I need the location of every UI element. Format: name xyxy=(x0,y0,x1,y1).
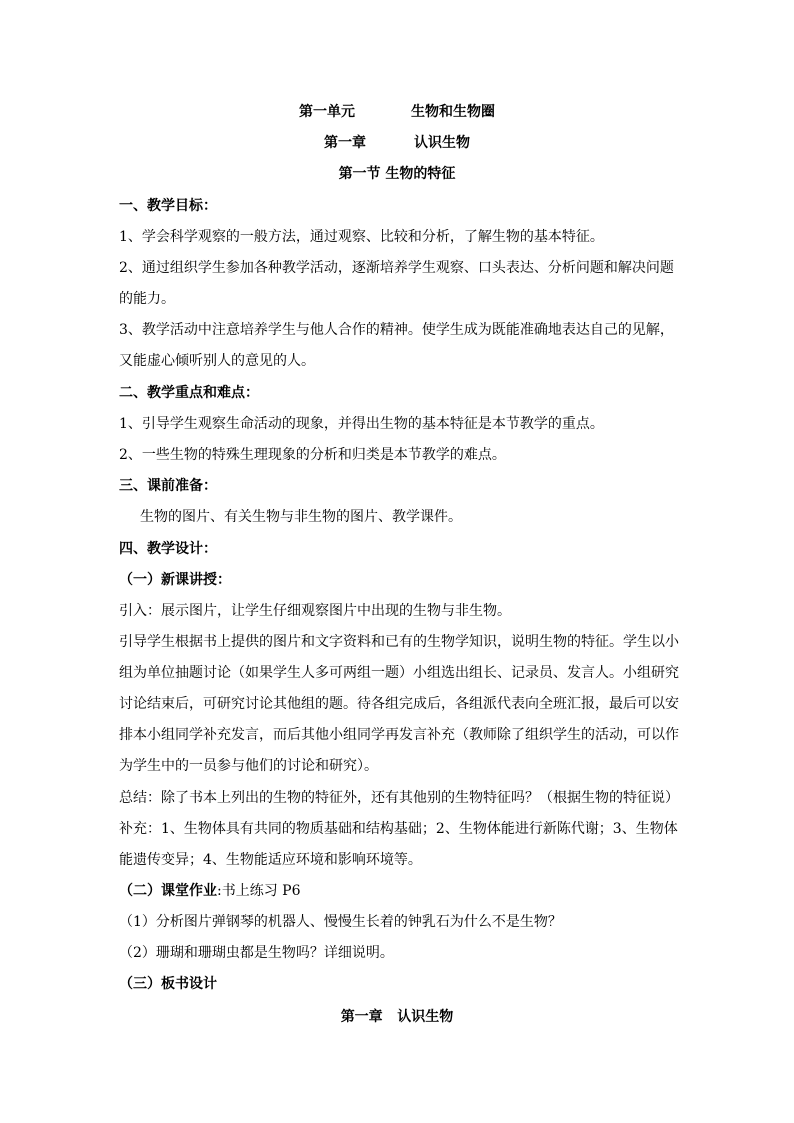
goal-1: 1、学会科学观察的一般方法，通过观察、比较和分析，了解生物的基本特征。 xyxy=(119,229,604,245)
homework-label: （二）课堂作业 xyxy=(119,883,217,899)
heading-design: 四、教学设计： xyxy=(119,541,217,557)
heading-homework xyxy=(119,880,679,902)
goal-2-line-2: 的能力。 xyxy=(119,291,175,307)
preparation-text: 生物的图片、有关生物与非生物的图片、教学课件。 xyxy=(140,509,462,525)
guide-line-5: 为学生中的一员参与他们的讨论和研究）。 xyxy=(119,758,378,774)
chapter-title: 第一章 xyxy=(324,135,366,151)
guide-line-2: 组为单位抽题讨论（如果学生人多可两组一题）小组选出组长、记录员、发言人。小组研究 xyxy=(119,665,679,681)
intro-text: 引入：展示图片，让学生仔细观察图片中出现的生物与非生物。 xyxy=(119,603,511,619)
chapter-subtitle: 认识生物 xyxy=(414,135,470,151)
goal-3-line-1: 3、教学活动中注意培养学生与他人合作的精神。使学生成为既能准确地表达自己的见解， xyxy=(119,322,674,338)
summary-line-1: 总结：除了书本上列出的生物的特征外，还有其他别的生物特征吗？（根据生物的特征说） xyxy=(119,790,679,806)
board-title: 第一章 认识生物 xyxy=(340,1009,454,1025)
unit-heading xyxy=(0,101,794,123)
goal-2-line-1: 2、通过组织学生参加各种教学活动，逐渐培养学生观察、口头表达、分析问题和解决问题 xyxy=(119,260,674,276)
summary-line-2: 补充：1、生物体具有共同的物质基础和结构基础；2、生物体能进行新陈代谢；3、生物体 xyxy=(119,821,678,837)
homework-question-2: （2）珊瑚和珊瑚虫都是生物吗？详细说明。 xyxy=(119,945,394,961)
summary-line-3: 能遗传变异；4、生物能适应环境和影响环境等。 xyxy=(119,852,422,868)
guide-line-1: 引导学生根据书上提供的图片和文字资料和已有的生物学知识，说明生物的特征。学生以小 xyxy=(119,634,679,650)
unit-title: 第一单元 xyxy=(299,104,355,120)
section-title: 第一节 生物的特征 xyxy=(338,166,456,182)
homework-question-1: （1）分析图片弹钢琴的机器人、慢慢生长着的钟乳石为什么不是生物？ xyxy=(119,914,562,930)
heading-preparation: 三、课前准备： xyxy=(119,478,217,494)
key-point-2: 2、一些生物的特殊生理现象的分析和归类是本节教学的难点。 xyxy=(119,447,506,463)
guide-line-3: 讨论结束后，可研究讨论其他组的题。待各组完成后，各组派代表向全班汇报，最后可以安 xyxy=(119,696,679,712)
unit-subtitle: 生物和生物圈 xyxy=(411,104,495,120)
heading-board-design: （三）板书设计 xyxy=(119,976,217,992)
heading-goals: 一、教学目标： xyxy=(119,198,217,214)
chapter-heading xyxy=(0,132,794,154)
key-point-1: 1、引导学生观察生命活动的现象，并得出生物的基本特征是本节教学的重点。 xyxy=(119,416,604,432)
goal-3-line-2: 又能虚心倾听别人的意见的人。 xyxy=(119,353,315,369)
homework-reference: :书上练习 P6 xyxy=(217,883,301,899)
heading-key-points: 二、教学重点和难点： xyxy=(119,385,259,401)
heading-new-lesson: （一）新课讲授： xyxy=(119,572,231,588)
guide-line-4: 排本小组同学补充发言，而后其他小组同学再发言补充（教师除了组织学生的活动，可以作 xyxy=(119,727,679,743)
